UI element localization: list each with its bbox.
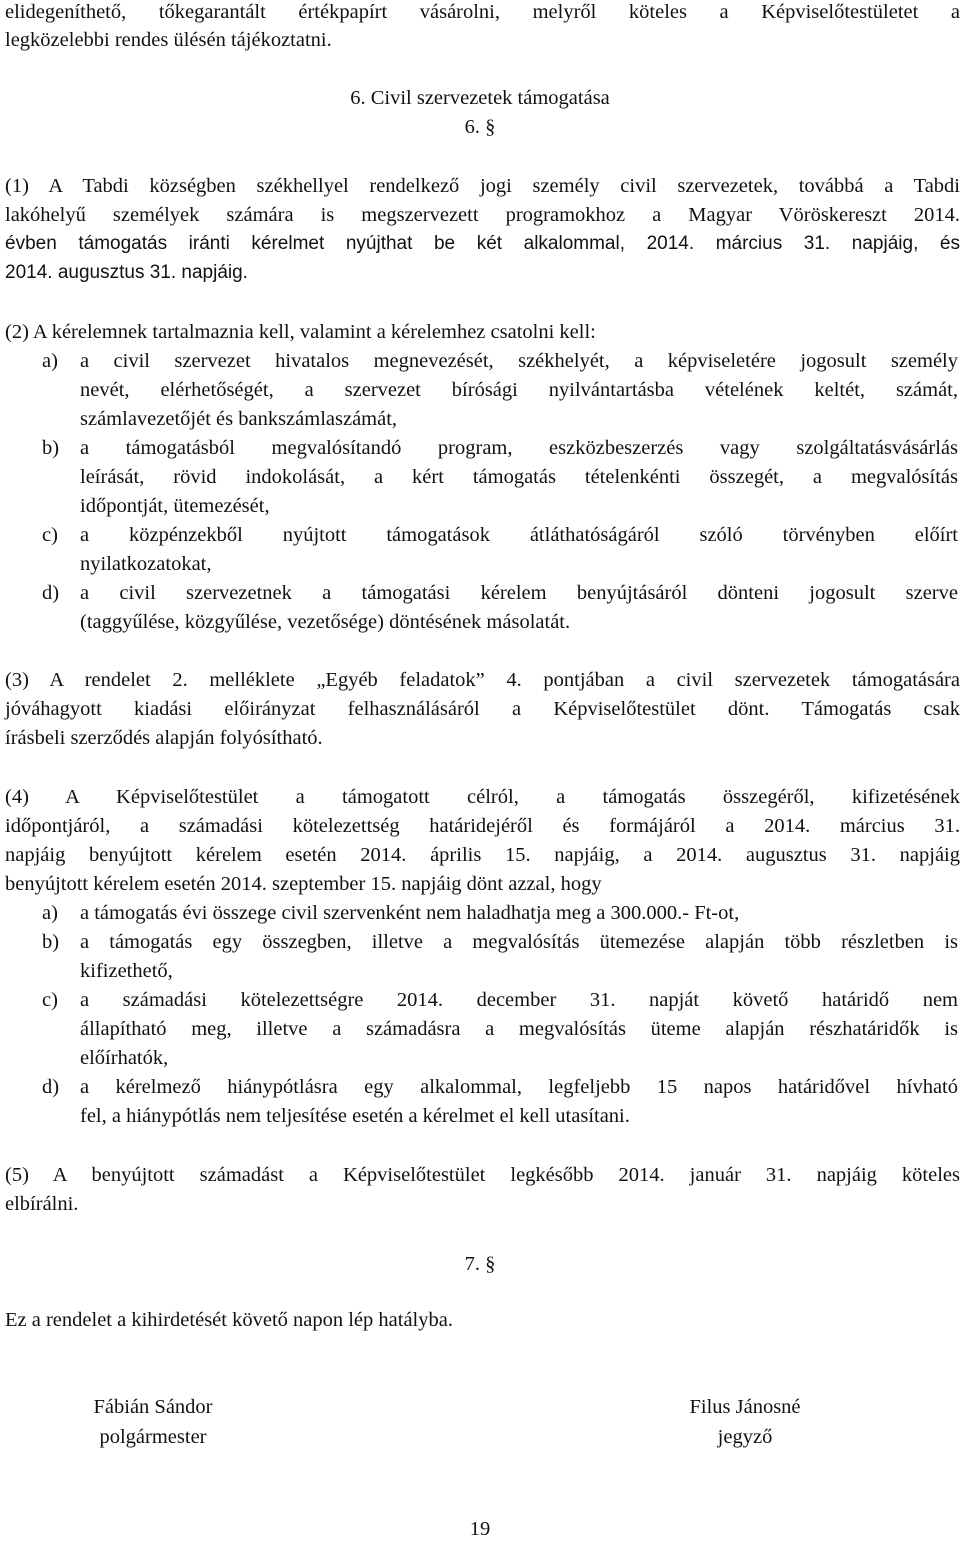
list-item-line: a közpénzekből nyújtott támogatások átláthatóságáról szóló törvényben előírt [80, 524, 958, 546]
list-label: a) [42, 902, 58, 924]
paragraph-1-line: (1) A Tabdi községben székhellyel rendelkező jogi személy civil szervezetek, továbbá a Tabdi [5, 175, 960, 197]
list-item-line: nyilatkozatokat, [80, 553, 212, 575]
paragraph-2-intro: (2) A kérelemnek tartalmaznia kell, valamint a kérelemhez csatolni kell: [5, 321, 596, 343]
list-item-line: (taggyűlése, közgyűlése, vezetősége) döntésének másolatát. [80, 611, 571, 633]
section-7-text: Ez a rendelet a kihirdetését követő napon lép hatályba. [5, 1309, 453, 1331]
paragraph-4-line: napjáig benyújtott kérelem esetén 2014. április 15. napjáig, a 2014. augusztus 31. napjáig [5, 844, 960, 866]
paragraph-5-line: (5) A benyújtott számadást a Képviselőtestület legkésőbb 2014. január 31. napjáig köteles [5, 1164, 960, 1186]
signature-left-title: polgármester [99, 1426, 207, 1448]
list-item-line: a támogatásból megvalósítandó program, eszközbeszerzés vagy szolgáltatásvásárlás [80, 437, 958, 459]
list-item-line: kifizethető, [80, 960, 173, 982]
list-item-line: a támogatás egy összegben, illetve a megvalósítás ütemezése alapján több részletben is [80, 931, 958, 953]
paragraph-4-line: benyújtott kérelem esetén 2014. szeptember 15. napjáig dönt azzal, hogy [5, 873, 602, 895]
list-label: d) [42, 1076, 60, 1098]
paragraph-4-line: időpontjáról, a számadási kötelezettség határidejéről és formájáról a 2014. március 31. [5, 815, 960, 837]
paragraph-1-line: 2014. augusztus 31. napjáig. [5, 262, 248, 283]
list-label: c) [42, 524, 58, 546]
list-item-line: állapítható meg, illetve a számadásra a megvalósítás üteme alapján részhatáridők is [80, 1018, 958, 1040]
intro-line: legközelebbi rendes ülésén tájékoztatni. [5, 29, 332, 51]
list-item-line: nevét, elérhetőségét, a szervezet bírósági nyilvántartásba vételének keltét, számát, [80, 379, 958, 401]
list-item-line: leírását, rövid indokolását, a kért támogatás tételenkénti összegét, a megvalósítás [80, 466, 958, 488]
paragraph-1-line: évben támogatás iránti kérelmet nyújthat be két alkalommal, 2014. március 31. napjáig, és [5, 233, 960, 254]
intro-line: elidegeníthető, tőkegarantált értékpapírt vásárolni, melyről köteles a Képviselőtestületet a [5, 1, 960, 23]
list-item-line: a támogatás évi összege civil szervenként nem haladhatja meg a 300.000.- Ft-ot, [80, 902, 740, 924]
list-item-line: a civil szervezet hivatalos megnevezését, székhelyét, a képviseletére jogosult személy [80, 350, 958, 372]
list-label: b) [42, 931, 60, 953]
list-label: d) [42, 582, 60, 604]
list-item-line: időpontját, ütemezését, [80, 495, 270, 517]
section-title: 6. Civil szervezetek támogatása [350, 87, 610, 109]
list-item-line: a számadási kötelezettségre 2014. december 31. napját követő határidő nem [80, 989, 958, 1011]
list-item-line: fel, a hiánypótlás nem teljesítése esetén a kérelmet el kell utasítani. [80, 1105, 630, 1127]
list-item-line: számlavezetőjét és bankszámlaszámát, [80, 408, 398, 430]
signature-left-name: Fábián Sándor [93, 1396, 213, 1418]
section-number: 6. § [464, 116, 496, 138]
list-item-line: a kérelmező hiánypótlásra egy alkalommal, legfeljebb 15 napos határidővel hívható [80, 1076, 958, 1098]
list-item-line: előírhatók, [80, 1047, 169, 1069]
paragraph-4-line: (4) A Képviselőtestület a támogatott célról, a támogatás összegéről, kifizetésének [5, 786, 960, 808]
section-number: 7. § [464, 1253, 496, 1275]
list-label: a) [42, 350, 58, 372]
paragraph-1-line: lakóhelyű személyek számára is megszervezett programokhoz a Magyar Vöröskereszt 2014. [5, 204, 960, 226]
signature-right-name: Filus Jánosné [689, 1396, 801, 1418]
paragraph-5-line: elbírálni. [5, 1193, 79, 1215]
signature-right-title: jegyző [717, 1426, 773, 1448]
paragraph-3-line: (3) A rendelet 2. melléklete „Egyéb feladatok” 4. pontjában a civil szervezetek támogatására [5, 669, 960, 691]
paragraph-3-line: írásbeli szerződés alapján folyósítható. [5, 727, 323, 749]
list-item-line: a civil szervezetnek a támogatási kérelem benyújtásáról dönteni jogosult szerve [80, 582, 958, 604]
list-label: c) [42, 989, 58, 1011]
paragraph-3-line: jóváhagyott kiadási előirányzat felhasználásáról a Képviselőtestület dönt. Támogatás csak [5, 698, 960, 720]
page-number: 19 [469, 1518, 491, 1540]
list-label: b) [42, 437, 60, 459]
